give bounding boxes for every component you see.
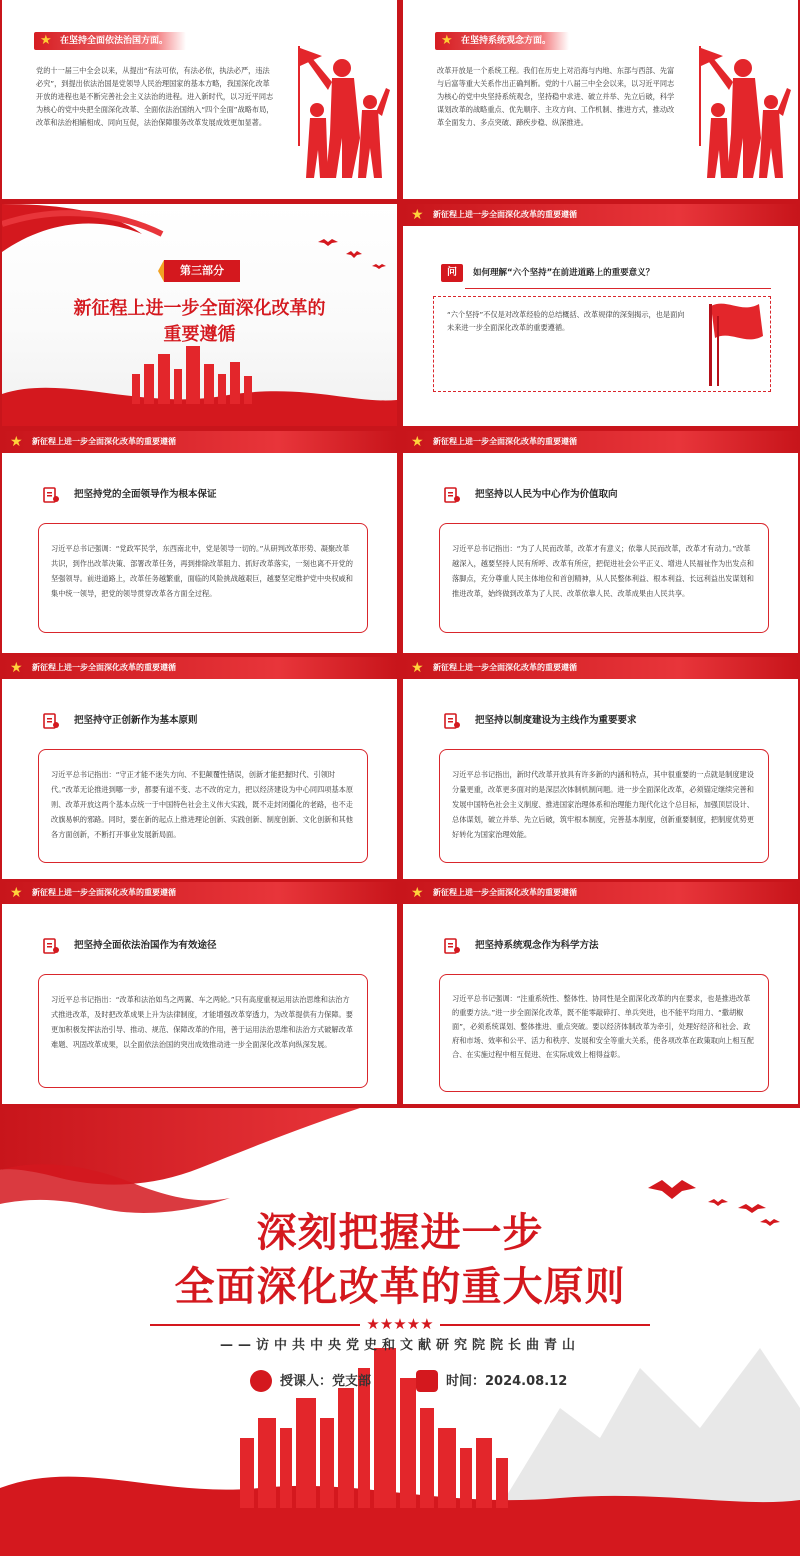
topic-card: 习近平总书记指出：“改革和法治如鸟之两翼、车之两轮。”只有高度重视运用法治思维和法治方式推进改革，及时把改革成果上升为法律制度，才能增强改革穿透力，为改革提供有力保障。要更加积极发挥法治引导、推动、规范、保障改革的作用，善于运用法治思维和法治方式破解改革难题、巩固改革成果，以全面依法治国的突出成效推动进一步全面深化改革向纵深发展。 — [38, 974, 368, 1088]
slide-law-body: 党的十一届三中全会以来，从提出“有法可依，有法必依，执法必严，违法必究”，到提出依法治国是党领导人民治理国家的基本方略，我国深化改革开放的进程也是不断完善社会主义法治的进程。进入新时代，以习近平同志为核心的党中央把全面深化改革、全面依法治国纳入“四个全面”战略布局，改革和法治相辅相成、同向互促，法治保障服务改革发展成效更加显著。 — [36, 66, 274, 127]
slide-header-text: 新征程上进一步全面深化改革的重要遵循 — [32, 888, 176, 897]
slide-header — [2, 882, 397, 904]
question-icon: 问 — [441, 264, 463, 282]
part-title-line1: 新征程上进一步全面深化改革的 — [73, 298, 326, 319]
document-icon — [42, 486, 60, 504]
document-icon — [42, 937, 60, 955]
star-icon: ★ — [411, 207, 424, 223]
star-icon: ★ — [411, 434, 424, 450]
stars-divider-icon: ★★★★★ — [366, 1315, 434, 1333]
slide-header-text: 新征程上进一步全面深化改革的重要遵循 — [433, 663, 577, 672]
topic-card: 习近平总书记强调：“党政军民学，东西南北中，党是领导一切的。”从研判改革形势、凝聚改革共识，到作出改革决策、部署改革任务，再到排除改革阻力、抓好改革落实，一刻也离不开党的坚强领导。前进道路上，改革任务越繁重，面临的风险挑战越艰巨，越要坚定维护党中央权威和集中统一领导，把党的领导贯穿改革各方面全过程。 — [38, 523, 368, 633]
topic-card: 习近平总书记指出：“守正才能不迷失方向、不犯颠覆性错误，创新才能把握时代、引领时代。”改革无论推进到哪一步，都要有道不变、志不改的定力，把以经济建设为中心同四项基本原则、改革开放这两个基本点统一于中国特色社会主义伟大实践，既不走封闭僵化的老路，也不走改旗易帜的邪路。同时，要在新的起点上推进理论创新、实践创新、制度创新、文化创新和其他各方面创新，不断打开事业发展新局面。 — [38, 749, 368, 863]
divider-left — [150, 1324, 360, 1326]
slide-header-text: 新征程上进一步全面深化改革的重要遵循 — [32, 663, 176, 672]
slide-systems — [403, 0, 798, 199]
slide-header-text: 新征程上进一步全面深化改革的重要遵循 — [32, 437, 176, 446]
star-icon: ★ — [10, 885, 23, 901]
document-icon — [42, 712, 60, 730]
revolutionary-figures-icon — [282, 38, 392, 188]
slide-topic-4 — [403, 657, 798, 879]
topic-card: 习近平总书记强调：“注重系统性、整体性、协同性是全面深化改革的内在要求，也是推进改革的重要方法。”进一步全面深化改革，既不能零敲碎打、单兵突进，也不能平均用力、“撒胡椒面”，必须系统谋划、整体推进、重点突破。要以经济体制改革为牵引，处理好经济和社会、政府和市场、效率和公平、活力和秩序、发展和安全等重大关系，使各项改革在政策取向上相互配合、在实施过程中相互促进、在实际成效上相得益彰。 — [439, 974, 769, 1092]
slide-topic-1 — [2, 431, 397, 653]
calendar-icon — [416, 1370, 438, 1392]
question-body: “六个坚持”不仅是对改革经验的总结概括、改革规律的深刻揭示，也是面向未来进一步全面深化改革的重要遵循。 — [447, 310, 685, 332]
part-tag: 第三部分 — [164, 260, 240, 282]
slide-law — [2, 0, 397, 199]
flag-icon — [693, 296, 773, 386]
topic-title: 把坚持系统观念作为科学方法 — [475, 940, 599, 951]
slide-topic-6 — [403, 882, 798, 1104]
document-icon — [443, 712, 461, 730]
divider-right — [440, 1324, 650, 1326]
slide-law-tag — [34, 32, 186, 50]
presenter-label: 授课人：党支部 — [280, 1374, 372, 1389]
date-label: 时间：2024.08.12 — [446, 1374, 568, 1389]
slide-header — [403, 882, 798, 904]
star-icon: ★ — [441, 33, 453, 48]
slide-header — [2, 657, 397, 679]
revolutionary-figures-icon — [683, 38, 793, 188]
topic-title: 把坚持守正创新作为基本原则 — [74, 715, 198, 726]
slide-header — [403, 431, 798, 453]
document-icon — [443, 486, 461, 504]
slide-header-text: 新征程上进一步全面深化改革的重要遵循 — [433, 437, 577, 446]
cover-title-line2: 全面深化改革的重大原则 — [174, 1264, 626, 1310]
slide-header — [2, 431, 397, 453]
slide-header-text: 新征程上进一步全面深化改革的重要遵循 — [433, 210, 577, 219]
topic-card: 习近平总书记指出，新时代改革开放具有许多新的内涵和特点，其中很重要的一点就是制度建设分量更重，改革更多面对的是深层次体制机制问题。进一步全面深化改革，必须锚定继续完善和发展中国特色社会主义制度、推进国家治理体系和治理能力现代化这个总目标，加强顶层设计、总体谋划，破立并举、先立后破，筑牢根本制度，完善基本制度，创新重要制度，把制度优势更好转化为国家治理效能。 — [439, 749, 769, 863]
topic-title: 把坚持党的全面领导作为根本保证 — [74, 489, 217, 500]
cover-slide — [0, 1108, 800, 1556]
question-title: 如何理解“六个坚持”在前进道路上的重要意义？ — [473, 268, 655, 278]
slide-law-tag-text: 在坚持全面依法治国方面。 — [60, 36, 169, 46]
topic-title: 把坚持以人民为中心作为价值取向 — [475, 489, 618, 500]
person-icon — [250, 1370, 272, 1392]
slide-header — [403, 204, 798, 226]
topic-title: 把坚持以制度建设为主线作为重要要求 — [475, 715, 637, 726]
slide-systems-tag-text: 在坚持系统观念方面。 — [461, 36, 552, 46]
star-icon: ★ — [40, 33, 52, 48]
slide-header-text: 新征程上进一步全面深化改革的重要遵循 — [433, 888, 577, 897]
cover-subtitle: ——访中共中央党史和文献研究院院长曲青山 — [219, 1338, 580, 1353]
topic-title: 把坚持全面依法治国作为有效途径 — [74, 940, 217, 951]
slide-question — [403, 204, 798, 426]
slide-topic-3 — [2, 657, 397, 879]
cover-title-line1: 深刻把握进一步 — [256, 1210, 544, 1256]
topic-card: 习近平总书记指出：“为了人民而改革，改革才有意义；依靠人民而改革，改革才有动力。”改革越深入，越要坚持人民有所呼、改革有所应，把促进社会公平正义、增进人民福祉作为出发点和落脚点，充分尊重人民主体地位和首创精神，从人民整体利益、根本利益、长远利益出发谋划和推进改革，始终做到改革为了人民、改革依靠人民、改革成果由人民共享。 — [439, 523, 769, 633]
slide-systems-tag — [435, 32, 569, 50]
document-icon — [443, 937, 461, 955]
slide-part3 — [2, 204, 397, 426]
slide-systems-body: 改革开放是一个系统工程。我们在历史上对沿海与内地、东部与西部、先富与后富等重大关系作出正确判断。党的十八届三中全会以来，以习近平同志为核心的党中央坚持系统观念，坚持稳中求进、破立并举、先立后破，科学谋划改革的战略重点、优先顺序、主攻方向、工作机制、推进方式，推动改革全面发力、多点突破、蹄疾步稳、纵深推进。 — [437, 66, 675, 127]
divider — [465, 288, 771, 289]
slide-header — [403, 657, 798, 679]
star-icon: ★ — [10, 660, 23, 676]
star-icon: ★ — [411, 885, 424, 901]
star-icon: ★ — [411, 660, 424, 676]
slide-topic-2 — [403, 431, 798, 653]
slide-topic-5 — [2, 882, 397, 1104]
part-title-line2: 重要遵循 — [163, 324, 236, 345]
star-icon: ★ — [10, 434, 23, 450]
